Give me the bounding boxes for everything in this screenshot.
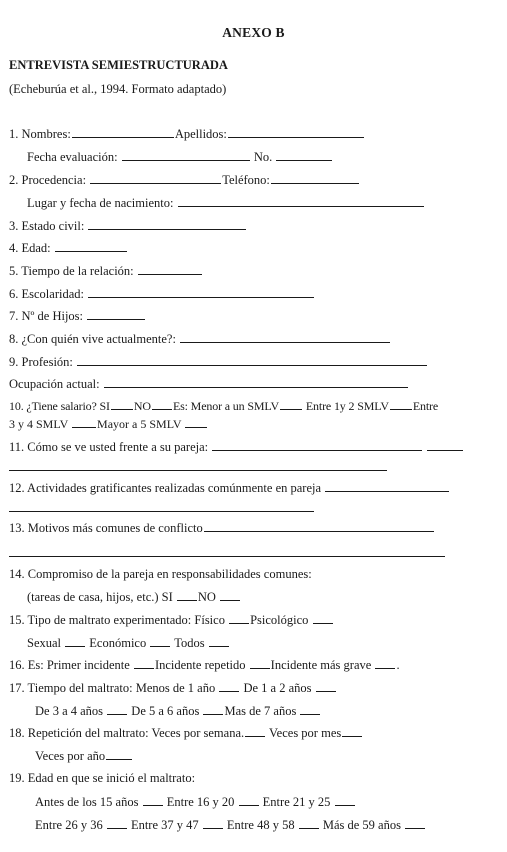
blank-motivos[interactable] [204, 520, 434, 532]
field-row-edad-inicio-opciones-2 [35, 817, 426, 832]
field-row-tiempo-maltrato [9, 680, 337, 695]
blank-fisico[interactable] [229, 612, 249, 624]
label-como-se-ve: 11. Cómo se ve usted frente a su pareja: [9, 440, 209, 454]
blank-16-20[interactable] [239, 794, 259, 806]
label-3-4-smlv: 3 y 4 SMLV [9, 417, 69, 431]
label-26-36: Entre 26 y 36 [35, 818, 103, 832]
label-compromiso-si: (tareas de casa, hijos, etc.) SI [27, 590, 173, 604]
label-incidente-repetido: Incidente repetido [154, 658, 246, 672]
blank-37-47[interactable] [203, 817, 223, 829]
page-title: ANEXO B [222, 25, 285, 40]
field-row-edad-inicio [9, 771, 195, 785]
label-menos-1-ano: 17. Tiempo del maltrato: Menos de 1 año [9, 681, 216, 695]
blank-mayor-5-smlv[interactable] [185, 416, 207, 428]
blank-veces-semana[interactable] [245, 725, 265, 737]
field-row-tiempo-maltrato-cont [35, 703, 321, 718]
blank-apellidos[interactable] [228, 126, 364, 138]
label-16-20: Entre 16 y 20 [166, 795, 235, 809]
label-veces-ano: Veces por año [35, 749, 106, 763]
field-row-tipo-maltrato [9, 612, 334, 627]
field-row-escolaridad [9, 286, 315, 301]
label-apellidos: Apellidos: [174, 127, 227, 141]
blank-lugar-nacimiento[interactable] [178, 195, 424, 207]
field-row-motivos [9, 520, 435, 535]
label-numero: No. [253, 150, 273, 164]
label-lugar-nacimiento: Lugar y fecha de nacimiento: [27, 196, 174, 210]
blank-compromiso-si[interactable] [177, 589, 197, 601]
field-row-edad-inicio-opciones [35, 794, 356, 809]
blank-sexual[interactable] [65, 635, 85, 647]
blank-como-se-ve-line[interactable] [9, 470, 387, 471]
label-motivos: 13. Motivos más comunes de conflicto [9, 521, 203, 535]
label-sexual: Sexual [27, 636, 62, 650]
label-hijos: 7. Nº de Hijos: [9, 309, 84, 323]
field-row-salario-cont [9, 416, 208, 431]
field-row-hijos [9, 308, 146, 323]
field-row-actividades [9, 480, 450, 495]
label-ocupacion: Ocupación actual: [9, 377, 100, 391]
blank-mas-7-anos[interactable] [300, 703, 320, 715]
label-37-47: Entre 37 y 47 [130, 818, 199, 832]
field-row-tiempo-relacion [9, 263, 203, 278]
label-veces-semana: 18. Repetición del maltrato: Veces por semana. [9, 726, 245, 740]
blank-profesion[interactable] [77, 354, 427, 366]
label-con-quien-vive: 8. ¿Con quién vive actualmente?: [9, 332, 176, 346]
blank-con-quien-vive[interactable] [180, 331, 390, 343]
label-edad-inicio: 19. Edad en que se inició el maltrato: [9, 771, 196, 785]
blank-incidente-grave[interactable] [375, 657, 395, 669]
label-economico: Económico [89, 636, 147, 650]
label-profesion: 9. Profesión: [9, 355, 73, 369]
label-procedencia: 2. Procedencia: [9, 173, 87, 187]
blank-todos[interactable] [209, 635, 229, 647]
blank-antes-15[interactable] [143, 794, 163, 806]
blank-nombres[interactable] [72, 126, 174, 138]
blank-como-se-ve-1[interactable] [212, 439, 422, 451]
blank-3-4-anos[interactable] [107, 703, 127, 715]
blank-psicologico[interactable] [313, 612, 333, 624]
label-nombres: 1. Nombres: [9, 127, 71, 141]
field-row-nombres [9, 126, 365, 141]
label-5-6-anos: De 5 a 6 años [131, 704, 200, 718]
field-row-incidente [9, 657, 400, 672]
blank-26-36[interactable] [107, 817, 127, 829]
field-row-salario [9, 398, 438, 413]
blank-procedencia[interactable] [90, 172, 221, 184]
label-1-2-anos: De 1 a 2 años [243, 681, 312, 695]
blank-numero[interactable] [276, 149, 332, 161]
blank-estado-civil[interactable] [88, 218, 246, 230]
field-row-ocupacion [9, 376, 409, 391]
blank-economico[interactable] [150, 635, 170, 647]
label-mayor-5-smlv: Mayor a 5 SMLV [97, 417, 182, 431]
field-row-estado-civil [9, 218, 247, 233]
blank-compromiso-no[interactable] [220, 589, 240, 601]
blank-ocupacion[interactable] [104, 376, 408, 388]
blank-actividades[interactable] [325, 480, 449, 492]
blank-incidente-repetido[interactable] [250, 657, 270, 669]
label-entre-1-2-smlv: Entre 1y 2 SMLV [305, 399, 389, 413]
label-salario-no: NO [133, 399, 151, 413]
label-period: . [396, 658, 400, 672]
field-row-repeticion [9, 725, 363, 740]
field-row-edad [9, 240, 128, 255]
section-heading: ENTREVISTA SEMIESTRUCTURADA [9, 58, 228, 72]
label-mas-59: Más de 59 años [322, 818, 401, 832]
blank-actividades-line[interactable] [9, 511, 314, 512]
blank-motivos-line[interactable] [9, 556, 445, 557]
label-compromiso-no: NO [197, 590, 216, 604]
label-fisico: 15. Tipo de maltrato experimentado: Físico [9, 613, 225, 627]
blank-48-58[interactable] [299, 817, 319, 829]
blank-mas-59[interactable] [405, 817, 425, 829]
label-todos: Todos [174, 636, 205, 650]
field-row-procedencia [9, 172, 360, 187]
blank-como-se-ve-2[interactable] [427, 439, 463, 451]
label-psicologico: Psicológico [250, 613, 309, 627]
label-primer-incidente: 16. Es: Primer incidente [9, 658, 130, 672]
field-row-compromiso [9, 567, 312, 581]
section-subheading: (Echeburúa et al., 1994. Formato adaptado) [9, 82, 227, 96]
label-salario-si: 10. ¿Tiene salario? SI [9, 399, 110, 413]
blank-edad[interactable] [55, 240, 127, 252]
blank-hijos[interactable] [87, 308, 145, 320]
blank-primer-incidente[interactable] [134, 657, 154, 669]
label-compromiso: 14. Compromiso de la pareja en responsabilidades comunes: [9, 567, 312, 581]
label-escolaridad: 6. Escolaridad: [9, 287, 84, 301]
blank-5-6-anos[interactable] [203, 703, 223, 715]
label-telefono: Teléfono: [222, 173, 270, 187]
blank-telefono[interactable] [271, 172, 359, 184]
label-mas-7-anos: Mas de 7 años [224, 704, 297, 718]
field-row-compromiso-opciones [27, 589, 241, 604]
field-row-tipo-maltrato-cont [27, 635, 230, 650]
label-actividades: 12. Actividades gratificantes realizadas comúnmente en pareja [9, 481, 322, 495]
blank-3-4-smlv[interactable] [72, 416, 96, 428]
label-edad: 4. Edad: [9, 241, 51, 255]
blank-21-25[interactable] [335, 794, 355, 806]
field-row-profesion [9, 354, 428, 369]
label-48-58: Entre 48 y 58 [226, 818, 295, 832]
blank-escolaridad[interactable] [88, 286, 314, 298]
field-row-como-se-ve [9, 439, 464, 454]
label-entre: Entre [412, 399, 439, 413]
field-row-repeticion-cont [35, 748, 133, 763]
label-21-25: Entre 21 y 25 [262, 795, 331, 809]
field-row-fecha [27, 149, 333, 164]
field-row-lugar [27, 195, 425, 210]
label-fecha-evaluacion: Fecha evaluación: [27, 150, 118, 164]
label-incidente-grave: Incidente más grave [270, 658, 372, 672]
blank-menos-1-ano[interactable] [219, 680, 239, 692]
blank-salario-si[interactable] [111, 398, 133, 410]
blank-fecha-evaluacion[interactable] [122, 149, 250, 161]
label-estado-civil: 3. Estado civil: [9, 219, 85, 233]
label-menor-smlv: Es: Menor a un SMLV [172, 399, 279, 413]
label-antes-15: Antes de los 15 años [35, 795, 139, 809]
blank-veces-mes[interactable] [342, 725, 362, 737]
blank-entre-1-2-smlv[interactable] [390, 398, 412, 410]
blank-1-2-anos[interactable] [316, 680, 336, 692]
label-veces-mes: Veces por mes [269, 726, 342, 740]
label-3-4-anos: De 3 a 4 años [35, 704, 104, 718]
blank-salario-no[interactable] [152, 398, 172, 410]
blank-tiempo-relacion[interactable] [138, 263, 202, 275]
blank-menor-smlv[interactable] [280, 398, 302, 410]
field-row-con-quien-vive [9, 331, 391, 346]
label-tiempo-relacion: 5. Tiempo de la relación: [9, 264, 134, 278]
blank-veces-ano[interactable] [106, 748, 132, 760]
